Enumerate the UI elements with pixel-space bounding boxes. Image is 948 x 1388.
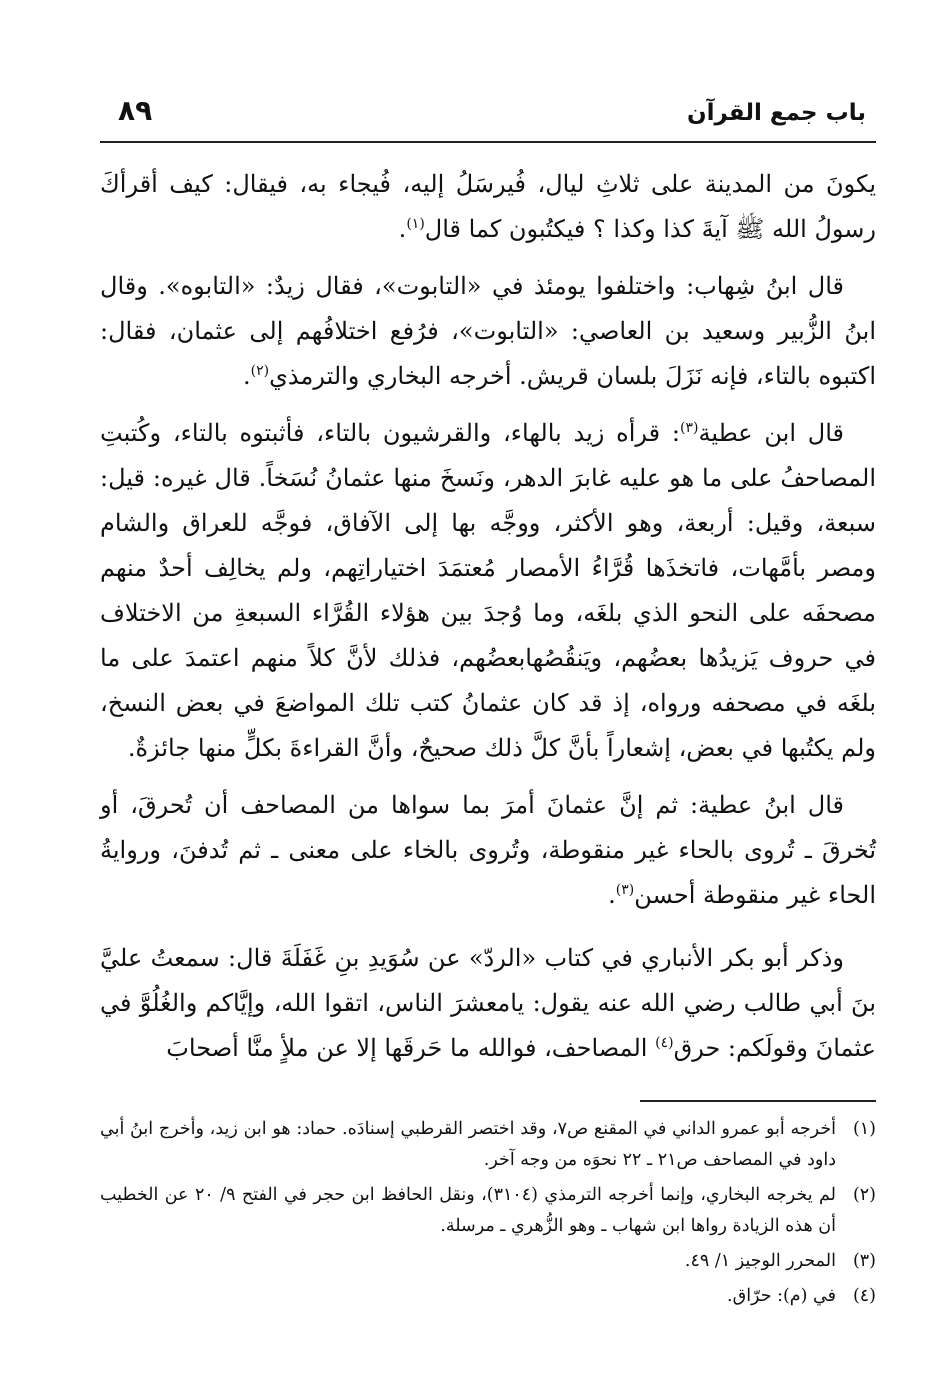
footnote-text: لم يخرجه البخاري، وإنما أخرجه الترمذي (٣١٠٤)، ونقل الحافظ ابن حجر في الفتح ٩/ ٢٠ عن الخطيب أن هذه الزيادة رواها ابن شهاب ـ وهو الزُّهري ـ مرسلة. bbox=[100, 1185, 837, 1236]
footnote-1 bbox=[100, 1114, 876, 1176]
footnote-number: (٣) bbox=[852, 1251, 876, 1271]
page-header bbox=[100, 92, 876, 138]
footnote-text: المحرر الوجيز ١/ ٤٩. bbox=[684, 1251, 836, 1271]
paragraph-5: وذكر أبو بكر الأنباري في كتاب «الردّ» عن سُوَيدِ بنِ غَفَلَةَ قال: سمعتُ عليَّ بنَ أبي طالب رضي الله عنه يقول: يامعشرَ الناس، اتقوا الله، وإيَّاكم والغُلُوَّ في عثمانَ وقولَكم: حرق$^{(٤)}$ المصاحف، فوالله ما حَرقَها إلا عن ملأٍ منَّا أصحابَ bbox=[100, 944, 876, 1062]
paragraph-4: قال ابنُ عطية: ثم إنَّ عثمانَ أمرَ بما سواها من المصاحف أن تُحرقَ، أو تُخرقَ ـ تُروى بالحاء غير منقوطة، وتُروى بالخاء على معنى ـ ثم تُدفنَ، وروايةُ الحاء غير منقوطة أحسن$^{(٣)}$. bbox=[100, 791, 876, 909]
main-text bbox=[100, 162, 876, 1083]
footnote-ref-4: (٤) bbox=[655, 1035, 674, 1051]
footnote-ref-1: (١) bbox=[406, 216, 425, 232]
footnote-divider bbox=[640, 1100, 876, 1102]
paragraph-3: قال ابن عطية$^{(٣)}$: قرأه زيد بالهاء، والقرشيون بالتاء، فأثبتوه بالتاء، وكُتبتِ المصاحفُ على ما هو عليه غابرَ الدهر، ونَسخَ منها عثمانُ نُسَخاً. قال غيره: قيل: سبعة، وقيل: أربعة، وهو الأكثر، ووجَّه بها إلى الآفاق، فوجَّه للعراق والشام ومصر بأمَّهات، فاتخذَها قُرَّاءُ الأمصار مُعتمَدَ اختياراتِهم، ولم يخالِف أحدٌ منهم مصحفَه على النحو الذي بلغَه، وما وُجدَ بين هؤلاء القُرَّاء السبعةِ من الاختلاف في حروف يَزيدُها بعضُهم، ويَنقُصُهابعضُهم، فذلك لأنَّ كلاً منهم اعتمدَ على ما بلغَه في مصحفه ورواه، إذ قد كان عثمانُ كتب تلك المواضعَ في بعض النسخ، ولم يكتُبها في بعض، إشعاراً بأنَّ كلَّ ذلك صحيحٌ، وأنَّ القراءةَ بكلٍّ منها جائزةٌ. bbox=[100, 419, 877, 762]
footnote-number: (٤) bbox=[852, 1286, 876, 1306]
chapter-title: باب جمع القرآن bbox=[686, 100, 866, 126]
paragraph-2: قال ابنُ شِهاب: واختلفوا يومئذ في «التابوت»، فقال زيدٌ: «التابوه». وقال ابنُ الزُّبير وسعيد بن العاصي: «التابوت»، فرُفع اختلافُهم إلى عثمان، فقال: اكتبوه بالتاء، فإنه نَزَلَ بلسان قريش. أخرجه البخاري والترمذي$^{(٢)}$. bbox=[100, 272, 876, 390]
footnote-3 bbox=[100, 1246, 876, 1277]
page-number: ٨٩ bbox=[118, 94, 153, 127]
footnote-number: (٢) bbox=[852, 1185, 876, 1205]
footnote-number: (١) bbox=[852, 1119, 876, 1139]
footnote-text: في (م): حرّاق. bbox=[727, 1286, 836, 1306]
paragraph-1: يكونَ من المدينة على ثلاثِ ليال، فُيرسَلُ إليه، فُيجاء به، فيقال: كيف أقرأكَ رسولُ الله ﷺ آيةَ كذا وكذا ؟ فيكتُبون كما قال$^{(١)}$. bbox=[100, 170, 876, 243]
footnote-ref-2: (٢) bbox=[250, 363, 270, 379]
footnote-ref-3b: (٣) bbox=[615, 882, 635, 898]
footnote-4 bbox=[100, 1281, 876, 1312]
footnote-2 bbox=[100, 1180, 876, 1242]
footnote-text: أخرجه أبو عمرو الداني في المقنع ص٧، وقد اختصر القرطبي إسنادَه. حماد: هو ابن زيد، وأخرج ابنُ أبي داود في المصاحف ص٢١ ـ ٢٢ نحوَه من وجه آخر. bbox=[100, 1119, 837, 1170]
footnotes bbox=[100, 1114, 876, 1316]
footnote-ref-3: (٣) bbox=[680, 420, 699, 436]
header-divider bbox=[100, 141, 876, 143]
